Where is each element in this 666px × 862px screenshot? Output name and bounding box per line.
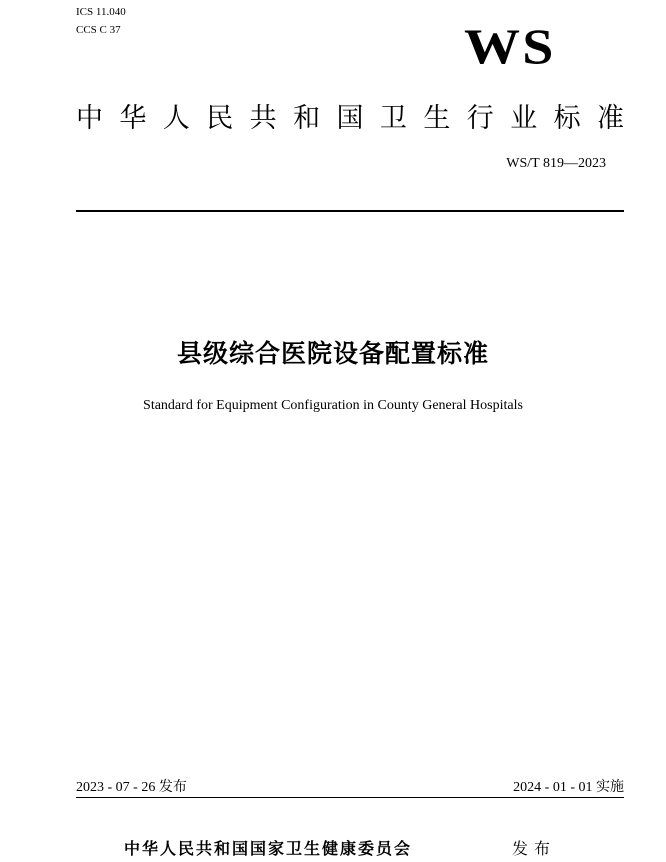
implementation-date: 2024 - 01 - 01 实施 (513, 780, 624, 795)
ics-code: ICS 11.040 (76, 6, 126, 18)
document-title-english: Standard for Equipment Configuration in County General Hospitals (143, 398, 523, 413)
top-divider (76, 210, 624, 212)
ws-logo: WS (464, 18, 556, 74)
publisher-name: 中华人民共和国国家卫生健康委员会 (124, 839, 413, 858)
issue-date: 2023 - 07 - 26 发布 (76, 780, 187, 795)
document-title-chinese: 县级综合医院设备配置标准 (176, 339, 489, 368)
ccs-code: CCS C 37 (76, 24, 121, 36)
industry-standard-heading: 中华人民共和国卫生行业标准 (76, 103, 624, 134)
document-number: WS/T 819—2023 (506, 156, 606, 171)
bottom-divider (76, 797, 624, 798)
publish-label: 发布 (512, 839, 557, 858)
